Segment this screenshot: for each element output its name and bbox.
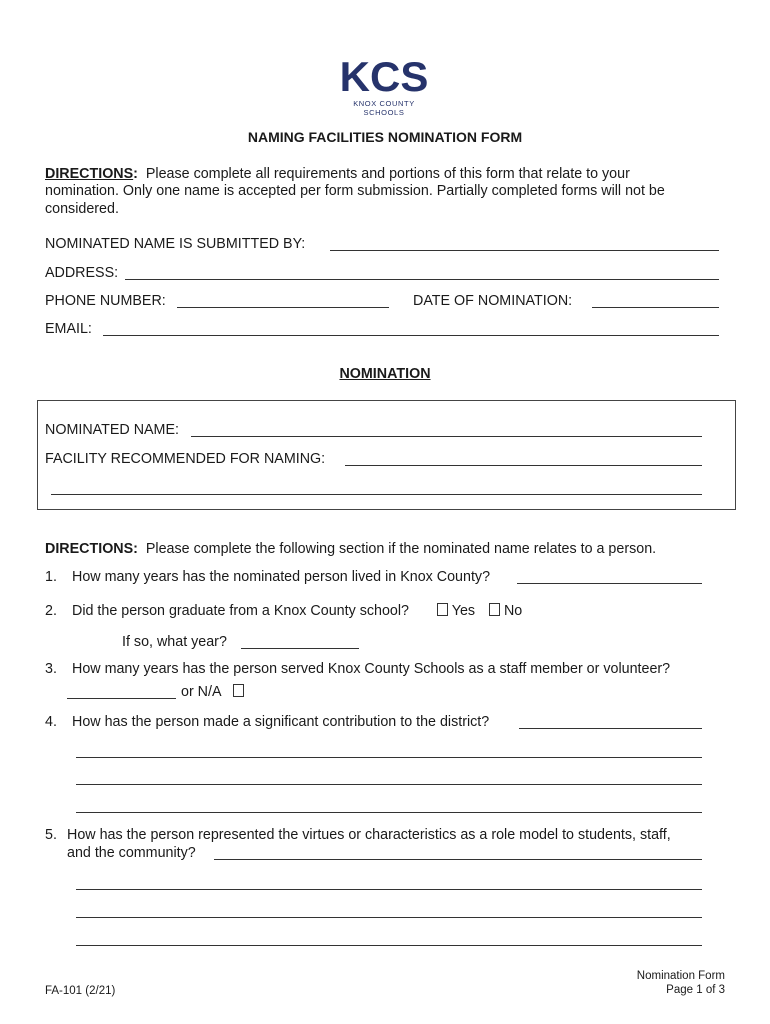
directions-line-2: nomination. Only one name is accepted per form submission. Partially completed forms will not be [45,183,665,199]
q2-followup: If so, what year? [122,634,227,650]
yes-label: Yes [451,603,476,619]
q3-field[interactable] [67,698,176,699]
q1-field[interactable] [517,583,702,584]
q4-field-line-3[interactable] [76,784,702,785]
directions-text-1: Please complete all requirements and portions of this form that relate to your [145,166,630,182]
directions-2-label: DIRECTIONS: [45,541,138,557]
facility-label: FACILITY RECOMMENDED FOR NAMING: [45,451,326,467]
directions-2-text: Please complete the following section if the nominated name relates to a person. [145,541,657,557]
q2-no-option [489,603,522,619]
page-number: Page 1 of 3 [666,984,725,996]
kcs-logo [333,53,435,117]
or-na-label: or N/A [181,684,222,700]
form-title: NAMING FACILITIES NOMINATION FORM [247,129,523,145]
q2-yes-option [437,603,475,619]
logo-subtext: KNOX COUNTY SCHOOLS [353,99,415,117]
q1-text: How many years has the nominated person lived in Knox County? [72,569,491,585]
no-checkbox[interactable] [489,603,500,616]
form-code: FA-101 (2/21) [45,985,116,997]
date-field[interactable] [592,307,719,308]
q3-na-option [181,684,244,700]
q2-year-field[interactable] [241,648,359,649]
logo-text: KCS [339,53,429,100]
na-checkbox[interactable] [233,684,244,697]
email-field[interactable] [103,335,719,336]
q5-field-line-4[interactable] [76,945,702,946]
form-name: Nomination Form [636,970,725,982]
phone-label: PHONE NUMBER: [45,293,166,309]
yes-checkbox[interactable] [437,603,448,616]
q2-number: 2. [45,603,57,619]
q5-field[interactable] [214,859,702,860]
nominated-name-field[interactable] [191,436,702,437]
q4-number: 4. [45,714,57,730]
q2-text: Did the person graduate from a Knox County school? [72,603,409,619]
q1-number: 1. [45,569,57,585]
email-label: EMAIL: [45,321,92,337]
address-label: ADDRESS: [45,265,119,281]
date-label: DATE OF NOMINATION: [413,293,573,309]
phone-field[interactable] [177,307,389,308]
q5-text-line-1: How has the person represented the virtues or characteristics as a role model to students, staff, [67,827,671,843]
q4-field-line-2[interactable] [76,757,702,758]
q3-number: 3. [45,661,57,677]
address-field[interactable] [125,279,719,280]
q5-text-line-2: and the community? [67,845,196,861]
submitted-by-field[interactable] [330,250,719,251]
nominated-name-label: NOMINATED NAME: [45,422,179,438]
facility-field-line-2[interactable] [51,494,702,495]
no-label: No [503,603,523,619]
q4-field[interactable] [519,728,702,729]
directions-line-3: considered. [45,201,119,217]
directions-2 [45,541,656,557]
facility-field[interactable] [345,465,702,466]
q4-text: How has the person made a significant contribution to the district? [72,714,490,730]
q4-field-line-4[interactable] [76,812,702,813]
q3-text: How many years has the person served Knox County Schools as a staff member or volunteer? [72,661,671,677]
directions-line-1: DIRECTIONS: Please complete all requirements and portions of this form that relate to your [45,166,630,182]
submitted-by-label: NOMINATED NAME IS SUBMITTED BY: [45,236,306,252]
nomination-heading: NOMINATION [339,366,431,382]
directions-label: DIRECTIONS [45,166,134,182]
q5-field-line-3[interactable] [76,917,702,918]
q5-field-line-2[interactable] [76,889,702,890]
q5-number: 5. [45,827,57,843]
